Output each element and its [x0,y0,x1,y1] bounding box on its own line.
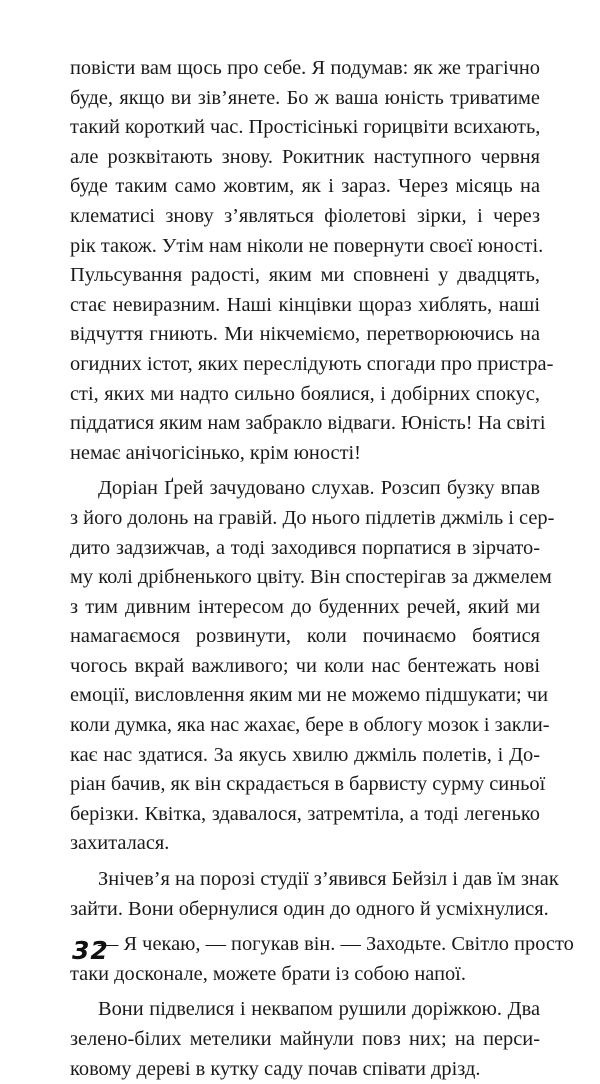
text-line: огидних істот, яких переслідують спогади про пристра- [70,352,554,375]
text-line: такий короткий час. Простісінькі горицвіти всихають, [70,116,541,139]
text-line: намагаємося розвинути, коли починаємо боятися [70,625,540,648]
text-line: захиталася. [70,832,170,855]
paragraph [70,474,555,859]
paragraph [70,930,574,989]
text-line: Доріан Ґрей зачудовано слухав. Розсип бузку впав [98,477,540,500]
text-line: повісти вам щось про себе. Я подумав: як же трагічно [70,57,540,79]
text-line: дито задзижчав, а тоді заходився порпатися в зірчато- [70,536,540,559]
text-line: му колі дрібненького цвіту. Він спостерігав за джмелем [70,566,552,589]
text-line: Знічев’я на порозі студії з’явився Бейзіл і дав їм знак [98,868,559,891]
text-line: емоції, висловлення яким ми не можемо підшукати; чи [70,684,548,707]
paragraph [70,54,554,468]
text-line: кає нас здатися. За якусь хвилю джміль полетів, і До- [70,743,540,766]
text-line: з його долонь на гравій. До нього підлетів джміль і сер- [70,506,555,529]
paragraph [70,995,540,1084]
text-line: немає анічогісінько, крім юності! [70,441,361,464]
text-line: таки досконале, можете брати із собою напої. [70,962,466,985]
text-line: піддатися яким нам забракло відваги. Юність! На світі [70,412,546,435]
text-line: відчуття гниють. Ми нікчеміємо, перетворюючись на [70,323,540,346]
text-line: з тим дивним інтересом до буденних речей, який ми [70,595,540,618]
text-line: рік також. Утім нам ніколи не повернути своєї юності. [70,234,544,257]
text-line: берізки. Квітка, здавалося, затремтіла, а тоді легенько [70,802,540,825]
text-line: буде, якщо ви зів’янете. Бо ж ваша юність триватиме [70,86,540,109]
text-line: ріан бачив, як він скрадається в барвисту сурму синьої [70,773,546,796]
page-number: 32 [72,936,109,965]
text-line: але розквітають знову. Рокитник наступного червня [70,145,540,168]
paragraph [70,865,559,924]
text-line: сті, яких ми надто сильно боялися, і добірних спокус, [70,382,540,405]
text-line: клематисі знову з’являться фіолетові зірки, і через [70,204,540,227]
body-text [70,54,574,1084]
text-line: Пульсування радості, яким ми сповнені у двадцять, [70,264,540,287]
text-line: зелено-білих метелики майнули повз них; на перси- [70,1028,540,1050]
text-line: ковому дереві в кутку саду почав співати дрізд. [70,1057,481,1080]
text-line: буде таким само жовтим, як і зараз. Через місяць на [70,175,540,198]
text-line: коли думка, яка нас жахає, бере в облогу мозок і закли- [70,714,550,737]
text-line: зайти. Вони обернулися один до одного й усміхнулися. [70,897,549,920]
text-line: стає невиразним. Наші кінцівки щораз хиблять, наші [70,293,540,316]
text-line: — Я чекаю, — погукав він. — Заходьте. Світло просто [98,933,574,956]
text-line: чогось вкрай важливого; чи коли нас бентежать нові [70,654,540,677]
text-line: Вони підвелися і неквапом рушили доріжкою. Два [98,998,540,1021]
